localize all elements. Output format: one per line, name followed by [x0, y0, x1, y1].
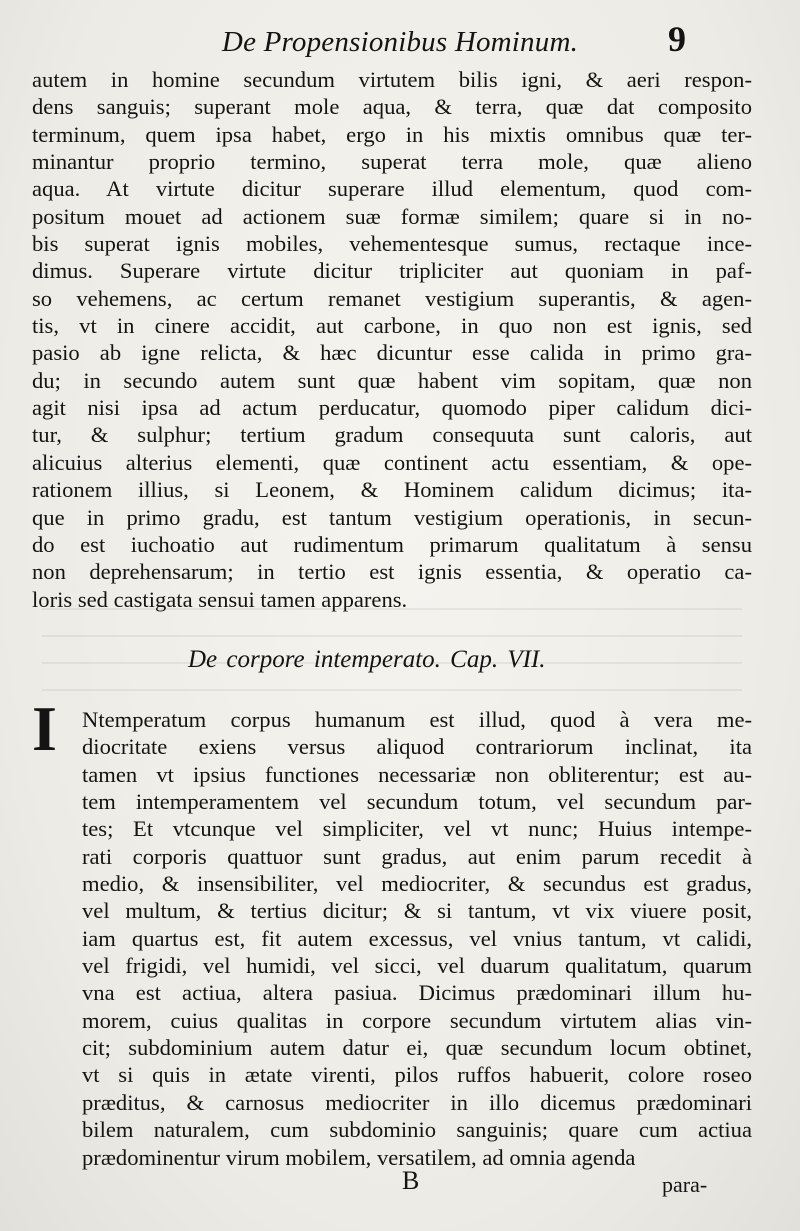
text-line: que in primo gradu, est tantum vestigium operationis, in secun-: [32, 504, 752, 530]
signature-mark: B: [402, 1166, 420, 1195]
text-line: vna est actiua, altera pasiua. Dicimus prædominari illum hu-: [82, 980, 752, 1006]
text-line: præditus, & carnosus mediocriter in illo dicemus prædominari: [82, 1089, 752, 1115]
text-line: rationem illius, si Leonem, & Hominem calidum dicimus; ita-: [32, 477, 752, 503]
text-line: so vehemens, ac certum remanet vestigium superantis, & agen-: [32, 285, 752, 311]
text-line: diocritate exiens versus aliquod contrariorum inclinat, ita: [82, 734, 752, 760]
text-line: iam quartus est, fit autem excessus, vel vnius tantum, vt calidi,: [82, 925, 752, 951]
text-line: du; in secundo autem sunt quæ habent vim sopitam, quæ non: [32, 367, 752, 393]
text-line: loris sed castigata sensui tamen apparens.: [32, 586, 408, 612]
text-line: medio, & insensibiliter, vel mediocriter, & secundus est gradus,: [82, 871, 752, 897]
text-line: tis, vt in cinere accidit, aut carbone, in quo non est ignis, sed: [32, 313, 752, 339]
text-line: tur, & sulphur; tertium gradum consequuta sunt caloris, aut: [32, 422, 752, 448]
text-line: tes; Et vtcunque vel simpliciter, vel vt nunc; Huius intempe-: [82, 816, 752, 842]
text-line: vel multum, & tertius dicitur; & si tantum, vt vix viuere posit,: [82, 898, 752, 924]
text-line: pasio ab igne relicta, & hæc dicuntur esse calida in primo gra-: [32, 340, 752, 366]
text-line: tamen vt ipsius functiones necessariæ non obliterentur; est au-: [82, 761, 752, 787]
drop-cap: I: [32, 693, 57, 764]
text-line: positum mouet ad actionem suæ formæ similem; quare si in no-: [32, 203, 752, 229]
text-line: bilem naturalem, cum subdominio sanguinis; quare cum actiua: [82, 1117, 752, 1143]
text-line: bis superat ignis mobiles, vehementesque sumus, rectaque ince-: [32, 231, 752, 257]
text-line: dens sanguis; superant mole aqua, & terra, quæ dat composito: [32, 94, 752, 120]
paragraph-1: [32, 66, 752, 613]
text-line: autem in homine secundum virtutem bilis igni, & aeri respon-: [32, 67, 752, 92]
text-line: prædominentur virum mobilem, versatilem, ad omnia agenda: [82, 1144, 636, 1170]
chapter-heading: De corpore intemperato. Cap. VII.: [188, 646, 546, 673]
page-number: 9: [668, 19, 686, 59]
text-line: vel frigidi, vel humidi, vel sicci, vel duarum qualitatum, quarum: [82, 953, 752, 979]
text-line: agit nisi ipsa ad actum perducatur, quomodo piper calidum dici-: [32, 395, 752, 421]
running-head: De Propensionibus Hominum.: [221, 26, 579, 58]
text-line: do est iuchoatio aut rudimentum primarum qualitatum à sensu: [32, 531, 752, 557]
text-line: rati corporis quattuor sunt gradus, aut enim parum recedit à: [82, 843, 752, 869]
text-line: tem intemperamentem vel secundum totum, vel secundum par-: [82, 789, 752, 815]
text-line: dimus. Superare virtute dicitur tripliciter aut quoniam in paf-: [32, 258, 752, 284]
text-line: vt si quis in ætate virenti, pilos ruffos habuerit, colore roseo: [82, 1062, 752, 1088]
text-line: non deprehensarum; in tertio est ignis essentia, & operatio ca-: [32, 559, 752, 585]
catchword: para-: [662, 1172, 708, 1197]
text-line: Ntemperatum corpus humanum est illud, quod à vera me-: [82, 707, 752, 732]
text-line: terminum, quem ipsa habet, ergo in his mixtis omnibus quæ ter-: [32, 121, 752, 147]
text-line: cit; subdominium autem datur ei, quæ secundum locum obtinet,: [82, 1035, 752, 1061]
text-line: aqua. At virtute dicitur superare illud elementum, quod com-: [32, 176, 752, 202]
text-line: minantur proprio termino, superat terra mole, quæ alieno: [32, 149, 752, 175]
paragraph-2: [82, 706, 752, 1171]
text-line: morem, cuius qualitas in corpore secundum virtutem alias vin-: [82, 1007, 752, 1033]
text-line: alicuius alterius elementi, quæ continent actu essentiam, & ope-: [32, 449, 752, 475]
